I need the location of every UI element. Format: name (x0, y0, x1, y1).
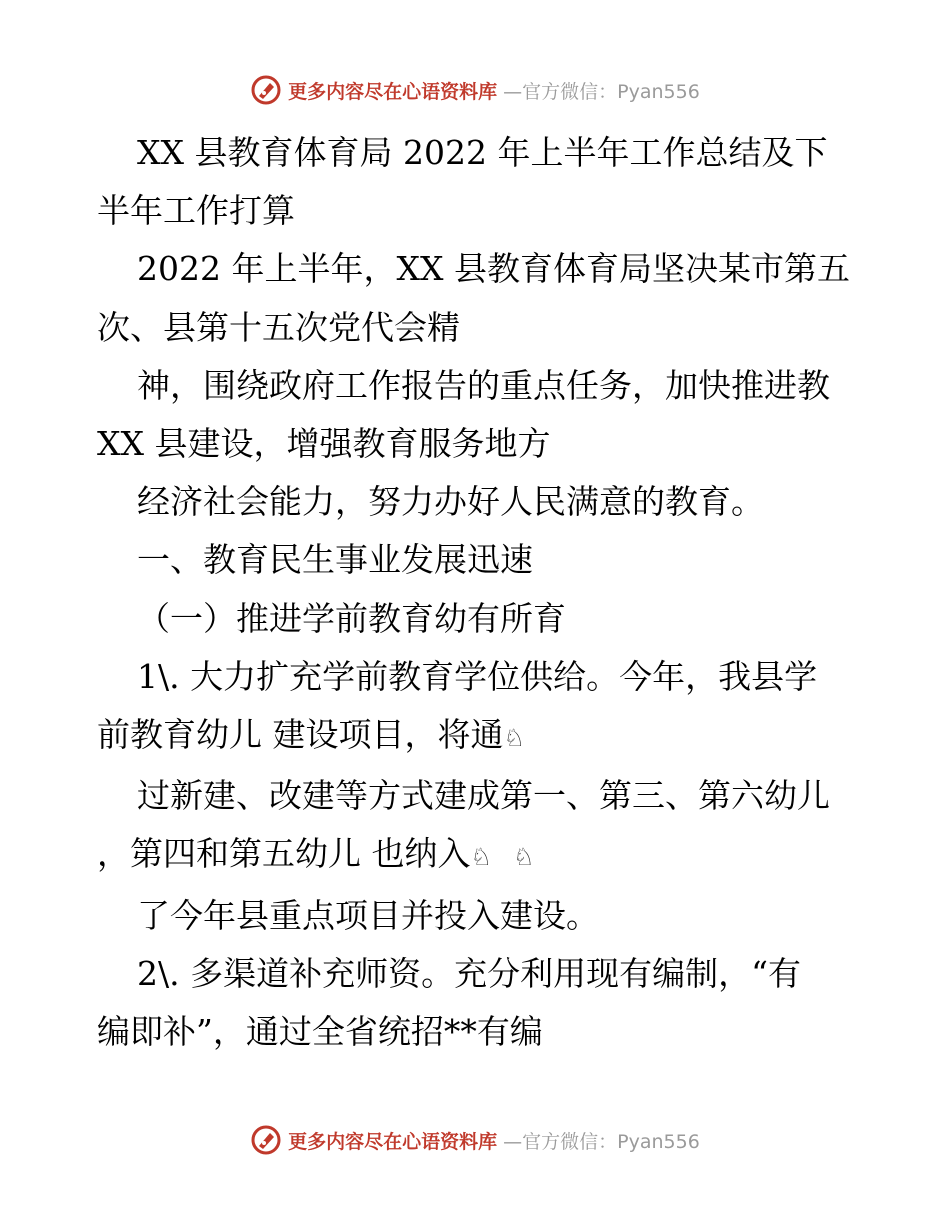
watermark-footer (0, 1120, 950, 1160)
paragraph-line: 2022 年上半年，XX 县教育体育局坚决某市第五 (137, 249, 850, 289)
watermark-header (0, 70, 950, 110)
paragraph-line-with-glyph (97, 825, 857, 886)
watermark-wechat: —官方微信：Pyan556 (503, 1130, 700, 1153)
line-text: 前教育幼儿 建设项目，将通 (97, 715, 504, 755)
watermark-site-name: 更多内容尽在心语资料库 (288, 1130, 498, 1153)
missing-glyph-icon: ♘ (470, 843, 493, 872)
paragraph-line: 了今年县重点项目并投入建设。 (137, 895, 599, 935)
title-line-2: 半年工作打算 (97, 191, 295, 231)
paragraph-line: 1\. 大力扩充学前教育学位供给。今年，我县学 (137, 656, 818, 696)
subsection-heading: （一）推进学前教育幼有所育 (137, 598, 566, 638)
paragraph-line: 经济社会能力，努力办好人民满意的教育。 (137, 482, 764, 522)
document-body (97, 124, 857, 1061)
watermark-site-name: 更多内容尽在心语资料库 (288, 80, 498, 103)
paragraph-line: 2\. 多渠道补充师资。充分利用现有编制，“有 (137, 953, 801, 993)
pen-nib-logo-icon (250, 74, 282, 106)
line-text: ，第四和第五幼儿 也纳入 (97, 834, 471, 874)
section-heading: 一、教育民生事业发展迅速 (137, 540, 533, 580)
paragraph-line: XX 县建设，增强教育服务地方 (97, 424, 551, 464)
paragraph-line: 编即补”，通过全省统招**有编 (97, 1012, 543, 1052)
pen-nib-logo-icon (250, 1124, 282, 1156)
title-line-1: XX 县教育体育局 2022 年上半年工作总结及下 (137, 133, 828, 172)
paragraph-line: 过新建、改建等方式建成第一、第三、第六幼儿 (137, 776, 830, 816)
watermark-wechat: —官方微信：Pyan556 (503, 80, 700, 103)
paragraph-line: 次、县第十五次党代会精 (97, 307, 460, 347)
missing-glyph-icon: ♘ (513, 843, 535, 872)
missing-glyph-icon: ♘ (503, 724, 526, 753)
paragraph-line: 神，围绕政府工作报告的重点任务，加快推进教 (137, 365, 830, 405)
paragraph-line-with-glyph (97, 706, 857, 767)
